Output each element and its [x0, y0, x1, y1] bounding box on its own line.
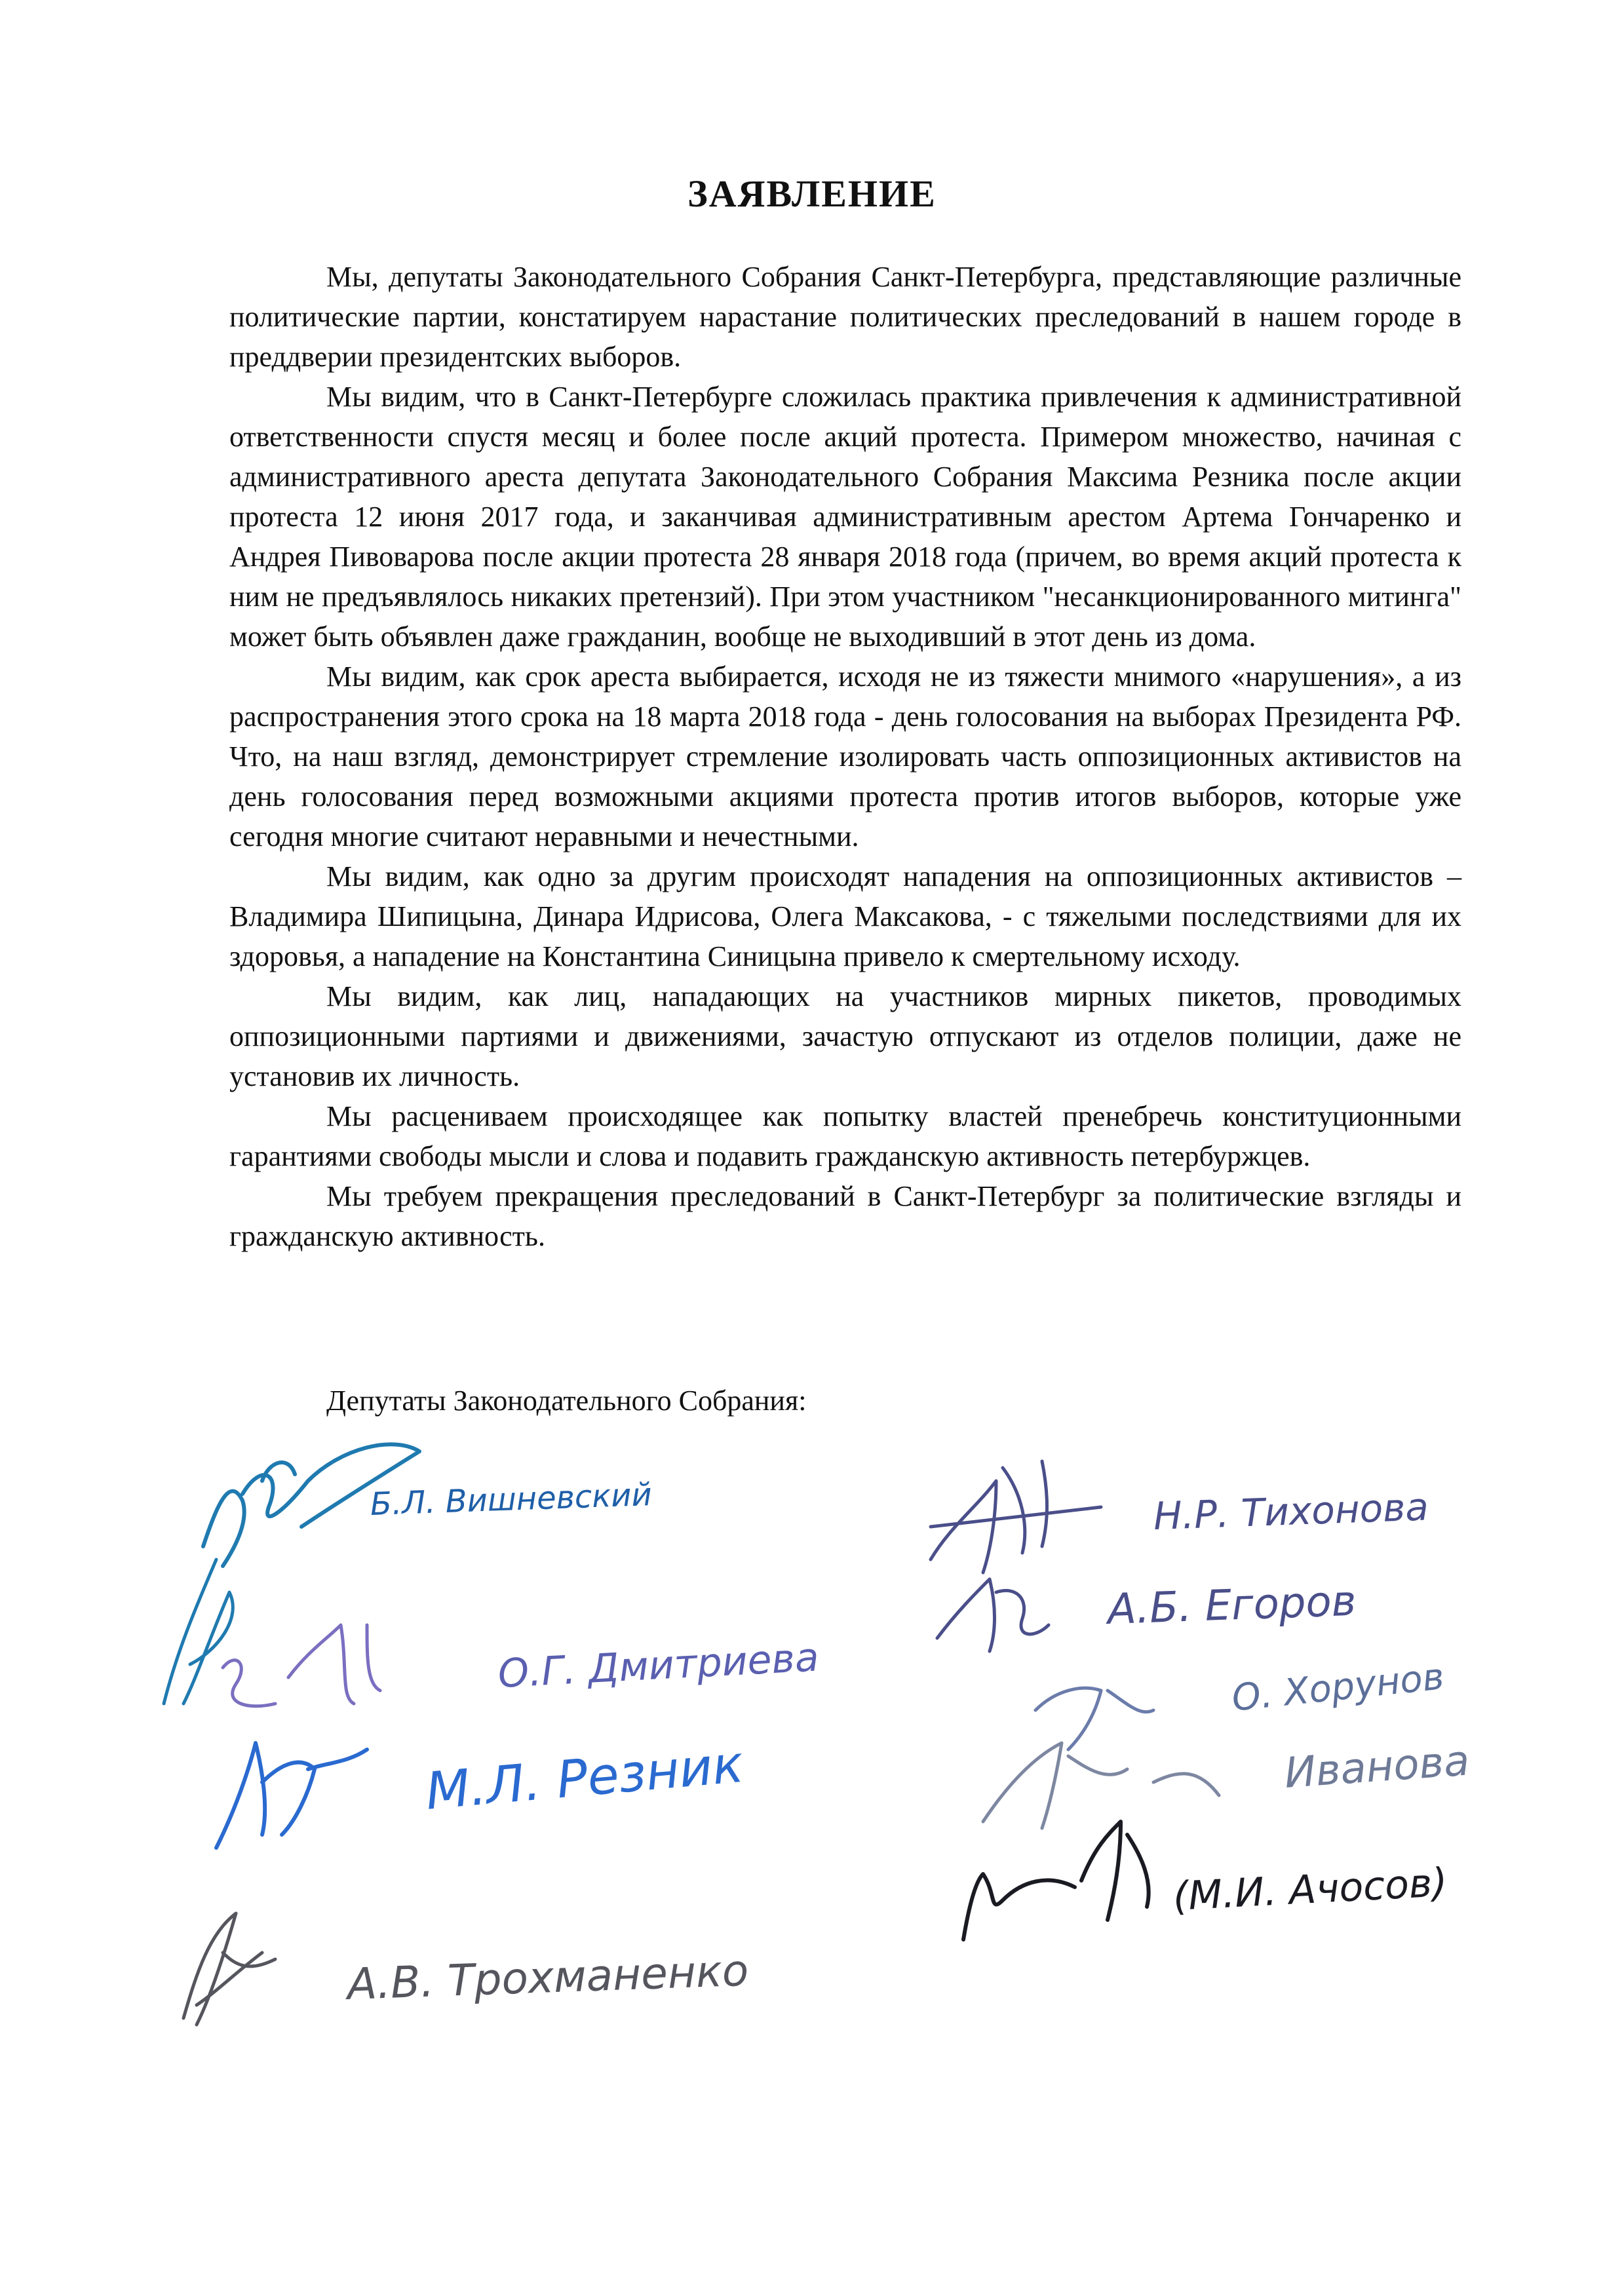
- paragraph: Мы видим, как срок ареста выбирается, исходя не из тяжести мнимого «нарушения», а из распространения этого срока на 18 марта 2018 года - день голосования на выборах Президента РФ. Что, на наш взгляд, демонстрирует стремление изолировать часть оппозиционных активистов на день голосования перед возможными акциями протеста против итогов выборов, которые уже сегодня многие считают неравными и нечестными.: [229, 660, 1461, 852]
- signature-name: О. Хорунов: [1229, 1655, 1446, 1720]
- signature-tikhonova: [931, 1461, 1101, 1573]
- signature-egorov: [937, 1579, 1049, 1651]
- signature-dmitrieva: [223, 1625, 380, 1706]
- signature-reznik: [216, 1743, 367, 1848]
- signers-heading: Депутаты Законодательного Собрания:: [326, 1385, 807, 1417]
- signature-name: Б.Л. Вишневский: [370, 1476, 653, 1523]
- signature-name: А.Б. Егоров: [1106, 1577, 1357, 1634]
- signature-achosov: [963, 1822, 1149, 1940]
- signature-name: А.В. Трохманенко: [346, 1945, 750, 2010]
- signature-name: Н.Р. Тихонова: [1152, 1484, 1429, 1539]
- paragraph: Мы, депутаты Законодательного Собрания Санкт-Петербурга, представляющие различные политические партии, констатируем нарастание политических преследований в нашем городе в преддверии президентских выборов.: [229, 261, 1461, 373]
- signature-name: (М.И. Ачосов): [1172, 1860, 1449, 1920]
- signature-name: М.Л. Резник: [423, 1734, 746, 1822]
- paragraph: Мы видим, как одно за другим происходят нападения на оппозиционных активистов – Владимира Шипицына, Динара Идрисова, Олега Максакова, - с тяжелыми последствиями для их здоровья, а нападение на Константина Синицына привело к смертельному исходу.: [229, 860, 1461, 972]
- paragraph: Мы расцениваем происходящее как попытку властей пренебречь конституционными гарантиями свободы мысли и слова и подавить гражданскую активность петербуржцев.: [229, 1100, 1461, 1172]
- paragraph: Мы видим, что в Санкт-Петербурге сложилась практика привлечения к административной ответственности спустя месяц и более после акций протеста. Примером множество, начиная с административного ареста депутата Законодательного Собрания Максима Резника после акции протеста 12 июня 2017 года, и заканчивая административным арестом Артема Гончаренко и Андрея Пивоварова после акции протеста 28 января 2018 года (причем, во время акций протеста к ним не предъявлялось никаких претензий). При этом участником "несанкционированного митинга" может быть объявлен даже гражданин, вообще не выходивший в этот день из дома.: [229, 381, 1461, 653]
- signature-trokhmanenko: [184, 1913, 275, 2025]
- signature-khorunov: [1035, 1688, 1153, 1750]
- paragraph: Мы требуем прекращения преследований в Санкт-Петербург за политические взгляды и гражданскую активность.: [229, 1180, 1461, 1252]
- signature-name: О.Г. Дмитриева: [497, 1634, 821, 1697]
- signature-ivanova: [983, 1743, 1219, 1828]
- document-title: ЗАЯВЛЕНИЕ: [687, 172, 937, 215]
- signature-name: Иванова: [1283, 1736, 1471, 1798]
- paragraph: Мы видим, как лиц, нападающих на участников мирных пикетов, проводимых оппозиционными партиями и движениями, зачастую отпускают из отделов полиции, даже не установив их личность.: [229, 980, 1461, 1092]
- signature-vishnevsky: [164, 1444, 419, 1704]
